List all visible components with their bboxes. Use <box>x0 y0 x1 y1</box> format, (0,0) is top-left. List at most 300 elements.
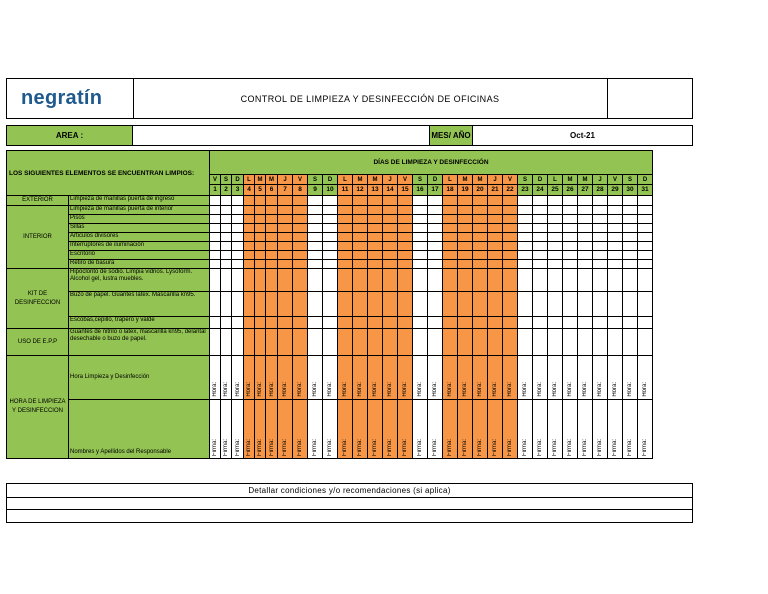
epp-1-day-15[interactable] <box>398 329 413 356</box>
ext-1-day-26[interactable] <box>563 196 578 206</box>
epp-1-day-13[interactable] <box>368 329 383 356</box>
item-int4-day-25[interactable] <box>548 233 563 242</box>
item-int6-day-25[interactable] <box>548 251 563 260</box>
item-int7-day-28[interactable] <box>593 260 608 269</box>
epp-1-day-3[interactable] <box>232 329 244 356</box>
firma-day-18[interactable] <box>443 400 458 459</box>
item-int5-day-19[interactable] <box>458 242 473 251</box>
item-int4-day-18[interactable] <box>443 233 458 242</box>
item-int7-day-10[interactable] <box>323 260 338 269</box>
item-kit1-day-2[interactable] <box>221 269 232 292</box>
epp-1-day-6[interactable] <box>266 329 278 356</box>
item-int4-day-4[interactable] <box>244 233 255 242</box>
firma-day-15[interactable] <box>398 400 413 459</box>
item-int3-day-23[interactable] <box>518 224 533 233</box>
item-int7-day-13[interactable] <box>368 260 383 269</box>
item-int4-day-20[interactable] <box>473 233 488 242</box>
item-int7-day-14[interactable] <box>383 260 398 269</box>
item-int3-day-16[interactable] <box>413 224 428 233</box>
item-int4-day-30[interactable] <box>623 233 638 242</box>
item-int7-day-21[interactable] <box>488 260 503 269</box>
ext-1-day-4[interactable] <box>244 196 255 206</box>
item-int7-day-12[interactable] <box>353 260 368 269</box>
item-int6-day-14[interactable] <box>383 251 398 260</box>
item-int5-day-3[interactable] <box>232 242 244 251</box>
item-kit1-day-29[interactable] <box>608 269 623 292</box>
item-int4-day-3[interactable] <box>232 233 244 242</box>
item-int3-day-15[interactable] <box>398 224 413 233</box>
item-int6-day-15[interactable] <box>398 251 413 260</box>
item-int1-day-26[interactable] <box>563 206 578 215</box>
item-kit2-day-14[interactable] <box>383 292 398 317</box>
hora-day-3[interactable] <box>232 356 244 400</box>
item-int7-day-24[interactable] <box>533 260 548 269</box>
item-kit3-day-19[interactable] <box>458 317 473 329</box>
item-kit2-day-24[interactable] <box>533 292 548 317</box>
item-int5-day-9[interactable] <box>308 242 323 251</box>
item-kit3-day-14[interactable] <box>383 317 398 329</box>
ext-1-day-16[interactable] <box>413 196 428 206</box>
item-int5-day-29[interactable] <box>608 242 623 251</box>
item-int2-day-28[interactable] <box>593 215 608 224</box>
item-int1-day-13[interactable] <box>368 206 383 215</box>
item-int7-day-30[interactable] <box>623 260 638 269</box>
firma-day-2[interactable] <box>221 400 232 459</box>
item-int3-day-31[interactable] <box>638 224 653 233</box>
item-int1-day-22[interactable] <box>503 206 518 215</box>
ext-1-day-24[interactable] <box>533 196 548 206</box>
item-int4-day-1[interactable] <box>210 233 221 242</box>
hora-day-6[interactable] <box>266 356 278 400</box>
item-int4-day-22[interactable] <box>503 233 518 242</box>
item-int7-day-22[interactable] <box>503 260 518 269</box>
item-int5-day-11[interactable] <box>338 242 353 251</box>
epp-1-day-29[interactable] <box>608 329 623 356</box>
item-kit1-day-5[interactable] <box>255 269 266 292</box>
item-int7-day-16[interactable] <box>413 260 428 269</box>
ext-1-day-22[interactable] <box>503 196 518 206</box>
item-kit2-day-12[interactable] <box>353 292 368 317</box>
firma-day-6[interactable] <box>266 400 278 459</box>
item-int3-day-29[interactable] <box>608 224 623 233</box>
item-int6-day-24[interactable] <box>533 251 548 260</box>
item-int1-day-14[interactable] <box>383 206 398 215</box>
item-int4-day-23[interactable] <box>518 233 533 242</box>
item-int3-day-19[interactable] <box>458 224 473 233</box>
firma-day-21[interactable] <box>488 400 503 459</box>
ext-1-day-25[interactable] <box>548 196 563 206</box>
item-kit3-day-29[interactable] <box>608 317 623 329</box>
epp-1-day-11[interactable] <box>338 329 353 356</box>
epp-1-day-1[interactable] <box>210 329 221 356</box>
item-int7-day-3[interactable] <box>232 260 244 269</box>
item-kit2-day-25[interactable] <box>548 292 563 317</box>
item-int6-day-7[interactable] <box>278 251 293 260</box>
ext-1-day-20[interactable] <box>473 196 488 206</box>
firma-day-12[interactable] <box>353 400 368 459</box>
hora-day-22[interactable] <box>503 356 518 400</box>
item-kit3-day-23[interactable] <box>518 317 533 329</box>
ext-1-day-15[interactable] <box>398 196 413 206</box>
item-int1-day-12[interactable] <box>353 206 368 215</box>
item-int7-day-17[interactable] <box>428 260 443 269</box>
item-kit3-day-21[interactable] <box>488 317 503 329</box>
item-int2-day-15[interactable] <box>398 215 413 224</box>
area-value-field[interactable] <box>133 126 430 145</box>
item-int3-day-18[interactable] <box>443 224 458 233</box>
item-int5-day-10[interactable] <box>323 242 338 251</box>
item-kit1-day-18[interactable] <box>443 269 458 292</box>
item-kit1-day-15[interactable] <box>398 269 413 292</box>
item-int5-day-22[interactable] <box>503 242 518 251</box>
firma-day-29[interactable] <box>608 400 623 459</box>
item-int7-day-8[interactable] <box>293 260 308 269</box>
hora-day-5[interactable] <box>255 356 266 400</box>
item-kit3-day-12[interactable] <box>353 317 368 329</box>
item-kit3-day-2[interactable] <box>221 317 232 329</box>
item-kit2-day-29[interactable] <box>608 292 623 317</box>
item-kit2-day-1[interactable] <box>210 292 221 317</box>
item-kit2-day-17[interactable] <box>428 292 443 317</box>
firma-day-20[interactable] <box>473 400 488 459</box>
item-kit2-day-5[interactable] <box>255 292 266 317</box>
item-kit2-day-8[interactable] <box>293 292 308 317</box>
item-int2-day-12[interactable] <box>353 215 368 224</box>
ext-1-day-11[interactable] <box>338 196 353 206</box>
item-int4-day-27[interactable] <box>578 233 593 242</box>
item-int3-day-22[interactable] <box>503 224 518 233</box>
firma-day-10[interactable] <box>323 400 338 459</box>
item-int7-day-11[interactable] <box>338 260 353 269</box>
item-int7-day-26[interactable] <box>563 260 578 269</box>
item-kit3-day-7[interactable] <box>278 317 293 329</box>
firma-day-19[interactable] <box>458 400 473 459</box>
item-int7-day-19[interactable] <box>458 260 473 269</box>
item-int5-day-4[interactable] <box>244 242 255 251</box>
ext-1-day-28[interactable] <box>593 196 608 206</box>
ext-1-day-5[interactable] <box>255 196 266 206</box>
item-kit3-day-3[interactable] <box>232 317 244 329</box>
firma-day-25[interactable] <box>548 400 563 459</box>
firma-day-16[interactable] <box>413 400 428 459</box>
item-int3-day-10[interactable] <box>323 224 338 233</box>
item-int3-day-7[interactable] <box>278 224 293 233</box>
item-kit1-day-10[interactable] <box>323 269 338 292</box>
hora-day-7[interactable] <box>278 356 293 400</box>
item-int7-day-7[interactable] <box>278 260 293 269</box>
item-kit3-day-10[interactable] <box>323 317 338 329</box>
firma-day-8[interactable] <box>293 400 308 459</box>
item-kit1-day-3[interactable] <box>232 269 244 292</box>
hora-day-15[interactable] <box>398 356 413 400</box>
firma-day-9[interactable] <box>308 400 323 459</box>
item-int5-day-2[interactable] <box>221 242 232 251</box>
item-int6-day-28[interactable] <box>593 251 608 260</box>
item-int2-day-18[interactable] <box>443 215 458 224</box>
item-kit2-day-6[interactable] <box>266 292 278 317</box>
item-kit2-day-27[interactable] <box>578 292 593 317</box>
firma-day-7[interactable] <box>278 400 293 459</box>
item-kit3-day-5[interactable] <box>255 317 266 329</box>
item-int4-day-26[interactable] <box>563 233 578 242</box>
item-int7-day-5[interactable] <box>255 260 266 269</box>
item-int3-day-4[interactable] <box>244 224 255 233</box>
epp-1-day-4[interactable] <box>244 329 255 356</box>
epp-1-day-25[interactable] <box>548 329 563 356</box>
item-int5-day-31[interactable] <box>638 242 653 251</box>
item-int4-day-12[interactable] <box>353 233 368 242</box>
item-int5-day-1[interactable] <box>210 242 221 251</box>
item-kit2-day-3[interactable] <box>232 292 244 317</box>
item-int6-day-9[interactable] <box>308 251 323 260</box>
item-int2-day-22[interactable] <box>503 215 518 224</box>
item-int2-day-7[interactable] <box>278 215 293 224</box>
ext-1-day-17[interactable] <box>428 196 443 206</box>
item-int6-day-3[interactable] <box>232 251 244 260</box>
item-int4-day-5[interactable] <box>255 233 266 242</box>
item-kit1-day-28[interactable] <box>593 269 608 292</box>
ext-1-day-30[interactable] <box>623 196 638 206</box>
hora-day-11[interactable] <box>338 356 353 400</box>
item-int1-day-29[interactable] <box>608 206 623 215</box>
item-kit1-day-27[interactable] <box>578 269 593 292</box>
item-kit2-day-19[interactable] <box>458 292 473 317</box>
item-int6-day-11[interactable] <box>338 251 353 260</box>
item-int4-day-16[interactable] <box>413 233 428 242</box>
item-int7-day-31[interactable] <box>638 260 653 269</box>
ext-1-day-14[interactable] <box>383 196 398 206</box>
epp-1-day-18[interactable] <box>443 329 458 356</box>
ext-1-day-23[interactable] <box>518 196 533 206</box>
hora-day-13[interactable] <box>368 356 383 400</box>
item-int5-day-5[interactable] <box>255 242 266 251</box>
ext-1-day-1[interactable] <box>210 196 221 206</box>
item-int1-day-31[interactable] <box>638 206 653 215</box>
item-int5-day-27[interactable] <box>578 242 593 251</box>
item-int7-day-2[interactable] <box>221 260 232 269</box>
epp-1-day-14[interactable] <box>383 329 398 356</box>
item-int4-day-17[interactable] <box>428 233 443 242</box>
ext-1-day-18[interactable] <box>443 196 458 206</box>
item-kit3-day-27[interactable] <box>578 317 593 329</box>
item-int7-day-27[interactable] <box>578 260 593 269</box>
item-kit3-day-15[interactable] <box>398 317 413 329</box>
item-kit1-day-1[interactable] <box>210 269 221 292</box>
hora-day-24[interactable] <box>533 356 548 400</box>
hora-day-26[interactable] <box>563 356 578 400</box>
item-int5-day-13[interactable] <box>368 242 383 251</box>
item-int4-day-2[interactable] <box>221 233 232 242</box>
item-int3-day-26[interactable] <box>563 224 578 233</box>
item-int6-day-26[interactable] <box>563 251 578 260</box>
epp-1-day-31[interactable] <box>638 329 653 356</box>
firma-day-26[interactable] <box>563 400 578 459</box>
item-int3-day-13[interactable] <box>368 224 383 233</box>
item-kit2-day-15[interactable] <box>398 292 413 317</box>
item-int1-day-2[interactable] <box>221 206 232 215</box>
item-int2-day-6[interactable] <box>266 215 278 224</box>
item-kit1-day-24[interactable] <box>533 269 548 292</box>
item-int6-day-30[interactable] <box>623 251 638 260</box>
item-kit1-day-31[interactable] <box>638 269 653 292</box>
item-int6-day-23[interactable] <box>518 251 533 260</box>
item-int2-day-17[interactable] <box>428 215 443 224</box>
ext-1-day-13[interactable] <box>368 196 383 206</box>
item-int3-day-17[interactable] <box>428 224 443 233</box>
hora-day-31[interactable] <box>638 356 653 400</box>
item-kit2-day-9[interactable] <box>308 292 323 317</box>
epp-1-day-17[interactable] <box>428 329 443 356</box>
hora-day-21[interactable] <box>488 356 503 400</box>
item-kit3-day-13[interactable] <box>368 317 383 329</box>
item-int6-day-8[interactable] <box>293 251 308 260</box>
epp-1-day-21[interactable] <box>488 329 503 356</box>
item-kit2-day-2[interactable] <box>221 292 232 317</box>
item-int6-day-13[interactable] <box>368 251 383 260</box>
hora-day-30[interactable] <box>623 356 638 400</box>
item-int7-day-6[interactable] <box>266 260 278 269</box>
firma-day-13[interactable] <box>368 400 383 459</box>
item-kit3-day-6[interactable] <box>266 317 278 329</box>
firma-day-14[interactable] <box>383 400 398 459</box>
epp-1-day-22[interactable] <box>503 329 518 356</box>
item-int3-day-28[interactable] <box>593 224 608 233</box>
item-kit1-day-19[interactable] <box>458 269 473 292</box>
item-int5-day-6[interactable] <box>266 242 278 251</box>
item-int6-day-22[interactable] <box>503 251 518 260</box>
hora-day-25[interactable] <box>548 356 563 400</box>
firma-day-11[interactable] <box>338 400 353 459</box>
item-kit1-day-26[interactable] <box>563 269 578 292</box>
item-kit3-day-16[interactable] <box>413 317 428 329</box>
item-kit3-day-20[interactable] <box>473 317 488 329</box>
hora-day-29[interactable] <box>608 356 623 400</box>
item-int7-day-29[interactable] <box>608 260 623 269</box>
item-kit2-day-26[interactable] <box>563 292 578 317</box>
recommendations-line-1[interactable] <box>7 498 692 509</box>
recommendations-line-2[interactable] <box>7 510 692 522</box>
hora-day-16[interactable] <box>413 356 428 400</box>
item-int5-day-25[interactable] <box>548 242 563 251</box>
item-kit2-day-21[interactable] <box>488 292 503 317</box>
epp-1-day-23[interactable] <box>518 329 533 356</box>
item-int4-day-10[interactable] <box>323 233 338 242</box>
item-int6-day-17[interactable] <box>428 251 443 260</box>
item-int2-day-2[interactable] <box>221 215 232 224</box>
item-int1-day-15[interactable] <box>398 206 413 215</box>
item-int6-day-10[interactable] <box>323 251 338 260</box>
item-int3-day-12[interactable] <box>353 224 368 233</box>
item-kit3-day-18[interactable] <box>443 317 458 329</box>
item-int5-day-21[interactable] <box>488 242 503 251</box>
epp-1-day-9[interactable] <box>308 329 323 356</box>
item-int2-day-14[interactable] <box>383 215 398 224</box>
item-int3-day-5[interactable] <box>255 224 266 233</box>
item-int3-day-21[interactable] <box>488 224 503 233</box>
item-int1-day-25[interactable] <box>548 206 563 215</box>
firma-day-28[interactable] <box>593 400 608 459</box>
ext-1-day-8[interactable] <box>293 196 308 206</box>
item-int5-day-28[interactable] <box>593 242 608 251</box>
item-int5-day-16[interactable] <box>413 242 428 251</box>
ext-1-day-6[interactable] <box>266 196 278 206</box>
item-int1-day-18[interactable] <box>443 206 458 215</box>
hora-day-14[interactable] <box>383 356 398 400</box>
epp-1-day-2[interactable] <box>221 329 232 356</box>
item-int5-day-8[interactable] <box>293 242 308 251</box>
ext-1-day-27[interactable] <box>578 196 593 206</box>
item-int7-day-20[interactable] <box>473 260 488 269</box>
item-int2-day-11[interactable] <box>338 215 353 224</box>
item-int6-day-16[interactable] <box>413 251 428 260</box>
epp-1-day-16[interactable] <box>413 329 428 356</box>
item-kit1-day-11[interactable] <box>338 269 353 292</box>
item-int6-day-29[interactable] <box>608 251 623 260</box>
item-int6-day-20[interactable] <box>473 251 488 260</box>
item-int2-day-30[interactable] <box>623 215 638 224</box>
item-int4-day-31[interactable] <box>638 233 653 242</box>
firma-day-24[interactable] <box>533 400 548 459</box>
item-kit3-day-11[interactable] <box>338 317 353 329</box>
item-int4-day-7[interactable] <box>278 233 293 242</box>
item-int1-day-9[interactable] <box>308 206 323 215</box>
item-kit1-day-20[interactable] <box>473 269 488 292</box>
item-int1-day-17[interactable] <box>428 206 443 215</box>
item-kit3-day-24[interactable] <box>533 317 548 329</box>
epp-1-day-7[interactable] <box>278 329 293 356</box>
item-kit1-day-30[interactable] <box>623 269 638 292</box>
epp-1-day-26[interactable] <box>563 329 578 356</box>
item-int6-day-27[interactable] <box>578 251 593 260</box>
item-int1-day-21[interactable] <box>488 206 503 215</box>
item-int3-day-1[interactable] <box>210 224 221 233</box>
item-int3-day-9[interactable] <box>308 224 323 233</box>
item-kit2-day-13[interactable] <box>368 292 383 317</box>
item-int3-day-27[interactable] <box>578 224 593 233</box>
item-int1-day-16[interactable] <box>413 206 428 215</box>
item-int1-day-20[interactable] <box>473 206 488 215</box>
hora-day-20[interactable] <box>473 356 488 400</box>
item-kit2-day-10[interactable] <box>323 292 338 317</box>
item-int1-day-7[interactable] <box>278 206 293 215</box>
item-kit1-day-25[interactable] <box>548 269 563 292</box>
epp-1-day-12[interactable] <box>353 329 368 356</box>
hora-day-27[interactable] <box>578 356 593 400</box>
item-kit3-day-28[interactable] <box>593 317 608 329</box>
firma-day-23[interactable] <box>518 400 533 459</box>
item-int2-day-9[interactable] <box>308 215 323 224</box>
item-int6-day-4[interactable] <box>244 251 255 260</box>
firma-day-31[interactable] <box>638 400 653 459</box>
hora-day-8[interactable] <box>293 356 308 400</box>
hora-day-9[interactable] <box>308 356 323 400</box>
item-int2-day-25[interactable] <box>548 215 563 224</box>
item-int5-day-23[interactable] <box>518 242 533 251</box>
item-int5-day-26[interactable] <box>563 242 578 251</box>
item-kit1-day-7[interactable] <box>278 269 293 292</box>
item-int4-day-21[interactable] <box>488 233 503 242</box>
item-int2-day-29[interactable] <box>608 215 623 224</box>
hora-day-19[interactable] <box>458 356 473 400</box>
hora-day-23[interactable] <box>518 356 533 400</box>
hora-day-12[interactable] <box>353 356 368 400</box>
item-int5-day-24[interactable] <box>533 242 548 251</box>
ext-1-day-3[interactable] <box>232 196 244 206</box>
item-kit3-day-30[interactable] <box>623 317 638 329</box>
firma-day-5[interactable] <box>255 400 266 459</box>
item-int5-day-20[interactable] <box>473 242 488 251</box>
item-kit3-day-4[interactable] <box>244 317 255 329</box>
